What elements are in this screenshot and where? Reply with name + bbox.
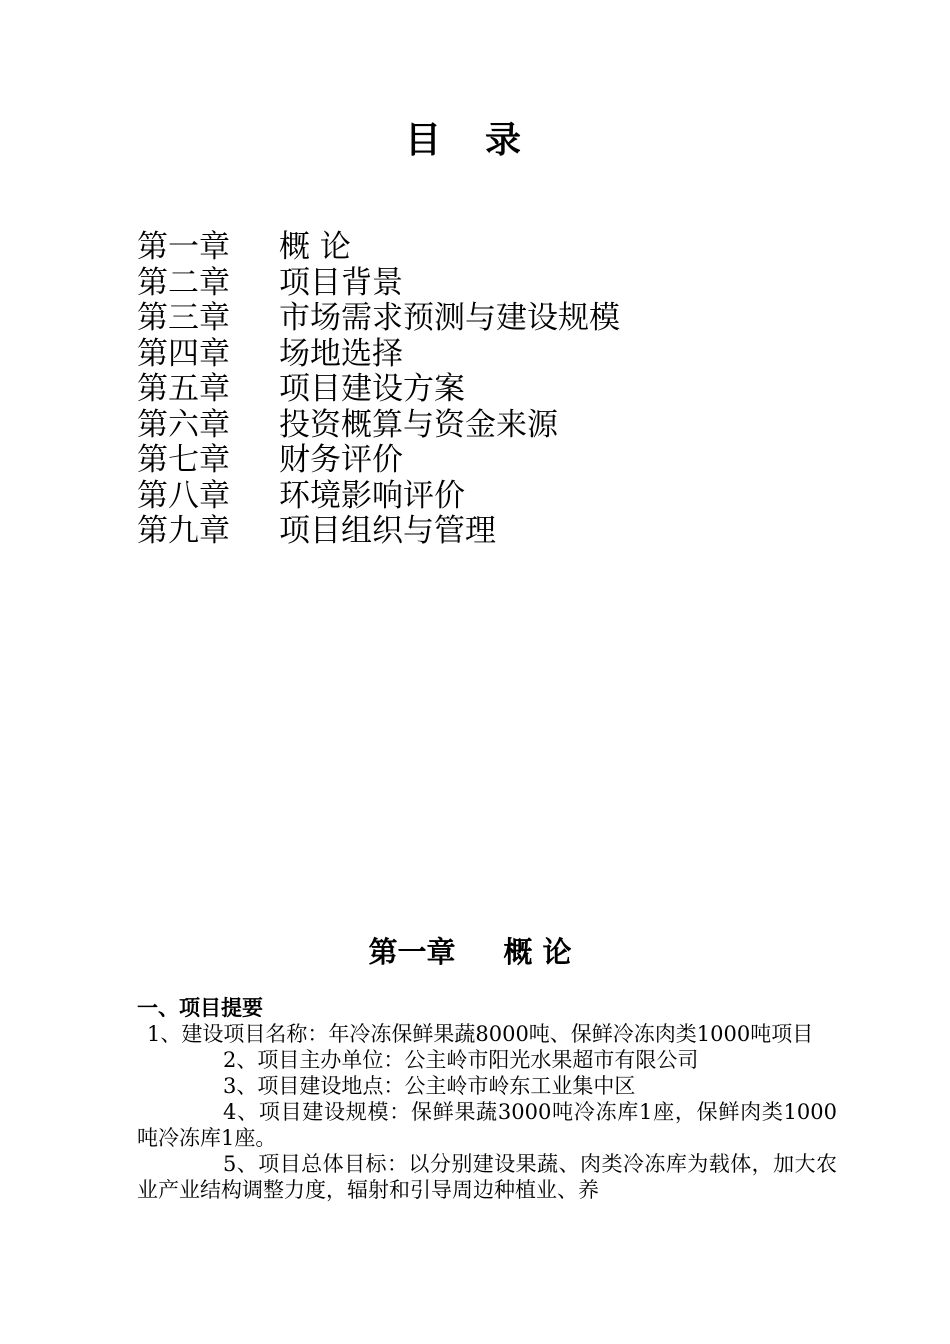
toc-chapter-number: 第五章 bbox=[137, 371, 230, 407]
toc-chapter-number: 第三章 bbox=[137, 300, 230, 336]
toc-title: 目录 bbox=[404, 120, 565, 161]
toc-item bbox=[137, 443, 620, 479]
toc-item bbox=[137, 479, 620, 515]
paragraph-scale: 4、项目建设规模：保鲜果蔬3000吨冷冻库1座，保鲜肉类1000吨冷冻库1座。 bbox=[137, 1100, 837, 1150]
toc-item bbox=[137, 301, 620, 337]
toc-chapter-number: 第一章 bbox=[137, 229, 230, 265]
paragraph-project-name: 1、建设项目名称：年冷冻保鲜果蔬8000吨、保鲜冷冻肉类1000吨项目 bbox=[147, 1022, 814, 1046]
toc-item bbox=[137, 230, 620, 266]
toc-list bbox=[137, 230, 620, 550]
toc-chapter-name: 项目组织与管理 bbox=[279, 513, 496, 549]
toc-item bbox=[137, 266, 620, 302]
toc-chapter-name: 财务评价 bbox=[279, 442, 403, 478]
toc-chapter-number: 第二章 bbox=[137, 264, 230, 301]
toc-chapter-name: 项目背景 bbox=[279, 264, 403, 301]
toc-chapter-number: 第九章 bbox=[137, 513, 230, 549]
toc-chapter-number: 第七章 bbox=[137, 442, 230, 478]
toc-item bbox=[137, 372, 620, 408]
toc-chapter-name: 项目建设方案 bbox=[279, 371, 465, 407]
toc-chapter-name: 环境影响评价 bbox=[279, 477, 465, 514]
chapter-name: 概论 bbox=[503, 935, 582, 969]
section-project-summary bbox=[137, 995, 837, 1203]
toc-item bbox=[137, 514, 620, 550]
toc-chapter-name: 场地选择 bbox=[279, 335, 403, 372]
chapter-heading bbox=[0, 930, 950, 971]
paragraph-objective: 5、项目总体目标：以分别建设果蔬、肉类冷冻库为载体，加大农业产业结构调整力度，辐射和引导周边种植业、养 bbox=[137, 1152, 837, 1202]
toc-chapter-name: 投资概算与资金来源 bbox=[279, 406, 558, 443]
toc-chapter-name: 概 论 bbox=[279, 229, 351, 265]
toc-chapter-number: 第四章 bbox=[137, 335, 230, 372]
section-title: 一、项目提要 bbox=[137, 996, 263, 1020]
paragraph-sponsor: 2、项目主办单位：公主岭市阳光水果超市有限公司 bbox=[223, 1048, 699, 1072]
chapter-number: 第一章 bbox=[368, 935, 456, 969]
toc-chapter-name: 市场需求预测与建设规模 bbox=[279, 300, 620, 336]
toc-item bbox=[137, 408, 620, 444]
toc-chapter-number: 第六章 bbox=[137, 406, 230, 443]
toc-item bbox=[137, 337, 620, 373]
paragraph-location: 3、项目建设地点：公主岭市岭东工业集中区 bbox=[223, 1074, 636, 1098]
toc-chapter-number: 第八章 bbox=[137, 477, 230, 514]
